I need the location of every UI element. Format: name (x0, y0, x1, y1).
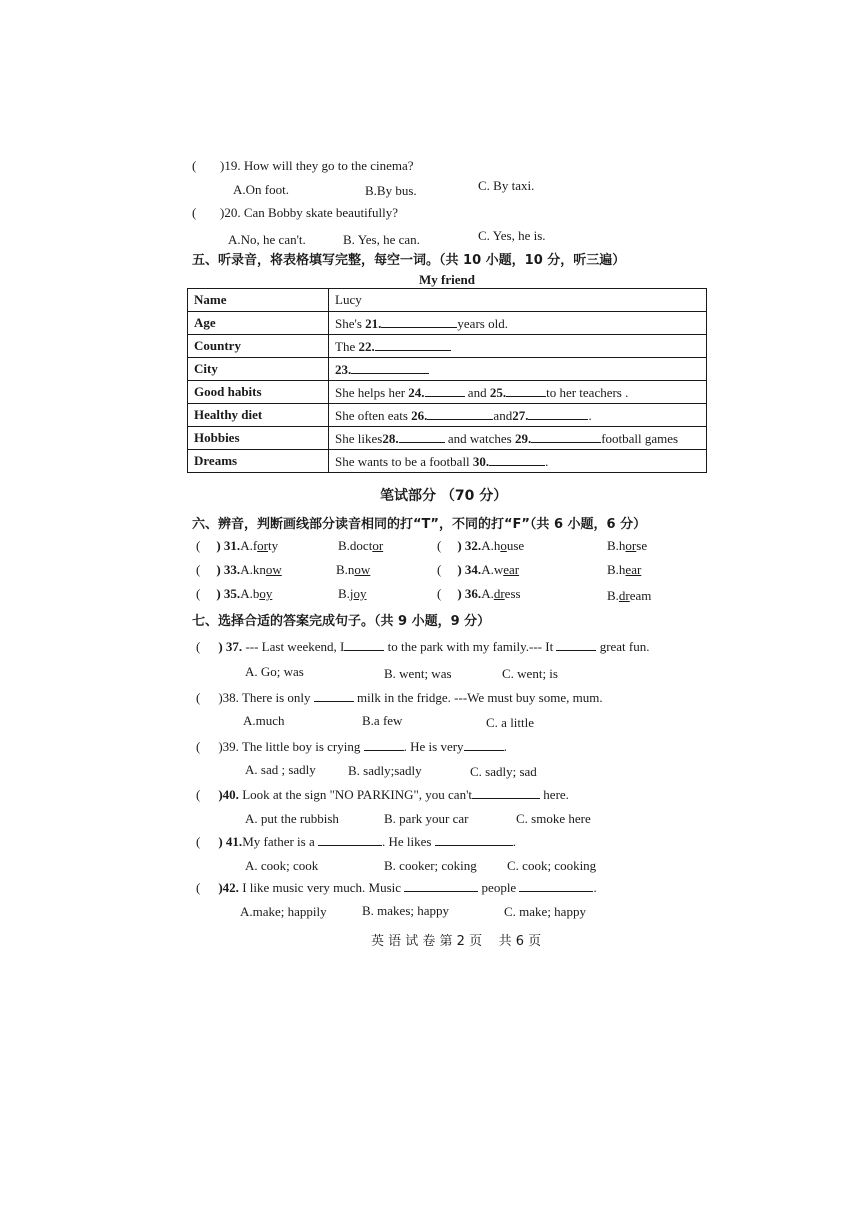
answer-blank[interactable] (404, 879, 478, 892)
question-number: ) 35. (216, 586, 241, 601)
table-row (188, 358, 707, 381)
answer-blank-30[interactable] (489, 453, 545, 466)
question-text: Can Bobby skate beautifully? (243, 205, 399, 220)
row-value (329, 358, 707, 381)
answer-blank[interactable] (344, 638, 384, 651)
answer-paren[interactable]: ( (196, 562, 201, 577)
answer-paren[interactable]: ( (437, 562, 442, 577)
question-33 (196, 562, 282, 578)
option-c: C. sadly; sad (470, 764, 537, 779)
answer-paren[interactable]: ( (192, 158, 197, 173)
answer-paren[interactable]: ( (196, 834, 201, 849)
row-label: Hobbies (188, 427, 329, 450)
text: . (588, 407, 592, 423)
option-b: B. makes; happy (362, 903, 450, 918)
option-a: A.No, he can't. (228, 232, 306, 247)
table-row (188, 381, 707, 404)
question-number: )19. (220, 158, 241, 173)
table-row (188, 404, 707, 427)
question-36 (437, 586, 521, 602)
option-a: A. put the rubbish (245, 811, 339, 826)
question-32 (437, 538, 524, 554)
question-number: )42. (218, 880, 239, 895)
question-text: . (512, 834, 516, 849)
text: and (464, 384, 490, 400)
text: to her teachers . (546, 384, 629, 400)
answer-blank[interactable] (435, 833, 513, 846)
option-a: A.house (481, 538, 525, 553)
question-19 (192, 158, 414, 174)
question-text: The little boy is crying (241, 739, 361, 754)
row-label: Dreams (188, 450, 329, 473)
answer-blank-28[interactable] (399, 430, 445, 443)
answer-paren[interactable]: ( (196, 739, 201, 754)
blank-number: 24. (408, 384, 425, 400)
answer-blank-27[interactable] (528, 407, 588, 420)
option-b: B.hear (607, 562, 642, 577)
row-label: Age (188, 312, 329, 335)
option-b: B.now (336, 562, 371, 577)
table-row (188, 427, 707, 450)
option-a: A.make; happily (240, 904, 327, 919)
option-b: B.joy (338, 586, 367, 601)
question-text: . He likes (382, 834, 432, 849)
answer-paren[interactable]: ( (196, 880, 201, 895)
text: and (493, 407, 513, 423)
answer-paren[interactable]: ( (196, 538, 201, 553)
answer-paren[interactable]: ( (192, 205, 197, 220)
question-text: . (593, 880, 597, 895)
question-number: )38. (218, 690, 239, 705)
question-text: My father is a (242, 834, 315, 849)
option-a: A.wear (481, 562, 520, 577)
question-number: ) 41. (218, 834, 243, 849)
answer-blank[interactable] (314, 689, 354, 702)
row-label: City (188, 358, 329, 381)
answer-blank-26[interactable] (427, 407, 493, 420)
answer-blank-22[interactable] (375, 338, 451, 351)
row-value (329, 381, 707, 404)
row-label: Name (188, 289, 329, 312)
section-6-title: 六、辨音，判断画线部分读音相同的打“T”，不同的打“F”（共 6 小题，6 分） (192, 517, 647, 532)
text: and watches (444, 430, 515, 446)
option-a: A.boy (240, 586, 273, 601)
option-a: A. cook; cook (245, 858, 319, 873)
answer-paren[interactable]: ( (196, 690, 201, 705)
table-row (188, 312, 707, 335)
blank-number: 26. (411, 407, 428, 423)
answer-blank-25[interactable] (506, 384, 546, 397)
text: She often eats (335, 407, 412, 423)
question-text: --- Last weekend, I (245, 639, 345, 654)
blank-number: 23. (335, 361, 352, 377)
question-20 (192, 205, 398, 221)
question-text: milk in the fridge. ---We must buy some, mum. (357, 690, 603, 705)
text: years old. (457, 315, 508, 331)
question-number: ) 31. (216, 538, 241, 553)
option-b: B.By bus. (365, 183, 417, 198)
question-text: great fun. (599, 639, 650, 654)
text: . (545, 453, 549, 469)
row-value (329, 404, 707, 427)
table-row (188, 289, 707, 312)
written-part-title: 笔试部分 （70 分） (380, 488, 508, 504)
option-b: B.horse (607, 538, 648, 553)
question-40 (196, 786, 569, 803)
name-value: Lucy (335, 292, 362, 307)
row-value (329, 427, 707, 450)
blank-number: 21. (365, 315, 382, 331)
text: She's (335, 315, 366, 331)
option-b: B. cooker; coking (384, 858, 477, 873)
answer-blank[interactable] (464, 738, 504, 751)
row-label: Good habits (188, 381, 329, 404)
option-b: B.a few (362, 713, 403, 728)
question-number: ) 36. (457, 586, 482, 601)
blank-number: 25. (489, 384, 507, 400)
option-c: C. make; happy (504, 904, 586, 919)
option-a: A. sad ; sadly (245, 762, 316, 777)
question-text: Look at the sign "NO PARKING", you can't (242, 787, 473, 802)
option-b: B. Yes, he can. (343, 232, 420, 247)
row-label: Country (188, 335, 329, 358)
option-b: B. sadly;sadly (348, 763, 422, 778)
row-label: Healthy diet (188, 404, 329, 427)
question-text: . (503, 739, 507, 754)
option-c: C. a little (486, 715, 535, 730)
question-text: . He is very (403, 739, 464, 754)
blank-number: 22. (358, 338, 375, 354)
answer-blank-29[interactable] (531, 430, 601, 443)
option-b: B. park your car (384, 811, 469, 826)
question-number: )39. (218, 739, 239, 754)
table-row (188, 450, 707, 473)
question-number: )40. (218, 787, 239, 802)
question-number: ) 34. (457, 562, 482, 577)
question-number: ) 33. (216, 562, 241, 577)
question-31 (196, 538, 278, 554)
question-number: )20. (220, 205, 241, 220)
my-friend-table (187, 288, 707, 473)
question-34 (437, 562, 519, 578)
text: She likes (335, 430, 383, 446)
question-text: to the park with my family.--- It (387, 639, 554, 654)
text: She helps her (335, 384, 409, 400)
answer-blank[interactable] (318, 833, 382, 846)
answer-paren[interactable]: ( (437, 538, 442, 553)
option-c: C. went; is (502, 666, 558, 681)
question-35 (196, 586, 272, 602)
option-a: A.dress (481, 586, 521, 601)
question-text: here. (543, 787, 569, 802)
text: The (335, 338, 359, 354)
table-title: My friend (419, 272, 475, 287)
answer-blank[interactable] (519, 879, 593, 892)
option-a: A. Go; was (245, 664, 304, 679)
answer-paren[interactable]: ( (437, 586, 442, 601)
row-value (329, 289, 707, 312)
section-7-title: 七、选择合适的答案完成句子。（共 9 小题，9 分） (192, 614, 491, 629)
row-value (329, 450, 707, 473)
text: She wants to be a football (335, 453, 473, 469)
question-39 (196, 738, 507, 755)
answer-paren[interactable]: ( (196, 639, 201, 654)
option-c: C. smoke here (516, 811, 591, 826)
option-a: A.much (243, 713, 285, 728)
answer-paren[interactable]: ( (196, 586, 201, 601)
option-a: A.On foot. (233, 182, 289, 197)
option-c: C. By taxi. (478, 178, 535, 193)
question-37 (196, 638, 650, 655)
question-text: How will they go to the cinema? (243, 158, 414, 173)
question-text: There is only (241, 690, 311, 705)
blank-number: 30. (472, 453, 490, 469)
row-value (329, 312, 707, 335)
blank-number: 29. (514, 430, 532, 446)
option-c: C. cook; cooking (507, 858, 597, 873)
page-footer: 英 语 试 卷 第 2 页 共 6 页 (371, 934, 542, 949)
question-number: ) 32. (457, 538, 482, 553)
question-text: I like music very much. Music (242, 880, 402, 895)
row-value (329, 335, 707, 358)
option-a: A.know (240, 562, 282, 577)
question-42 (196, 879, 597, 896)
section-5-title: 五、听录音，将表格填写完整，每空一词。（共 10 小题，10 分，听三遍） (192, 253, 626, 268)
question-38 (196, 689, 603, 706)
blank-number: 27. (512, 407, 529, 423)
text: football games (601, 430, 679, 446)
blank-number: 28. (382, 430, 399, 446)
question-number: ) 37. (218, 639, 243, 654)
question-text: people (481, 880, 517, 895)
answer-blank-21[interactable] (381, 315, 457, 328)
answer-blank-24[interactable] (425, 384, 465, 397)
answer-blank[interactable] (364, 738, 404, 751)
option-b: B.dream (607, 588, 652, 603)
option-b: B.doctor (338, 538, 384, 553)
option-a: A.forty (240, 538, 279, 553)
question-41 (196, 833, 516, 850)
answer-blank-23[interactable] (351, 361, 429, 374)
answer-blank[interactable] (472, 786, 540, 799)
answer-paren[interactable]: ( (196, 787, 201, 802)
option-c: C. Yes, he is. (478, 228, 546, 243)
answer-blank[interactable] (556, 638, 596, 651)
table-row (188, 335, 707, 358)
option-b: B. went; was (384, 666, 452, 681)
